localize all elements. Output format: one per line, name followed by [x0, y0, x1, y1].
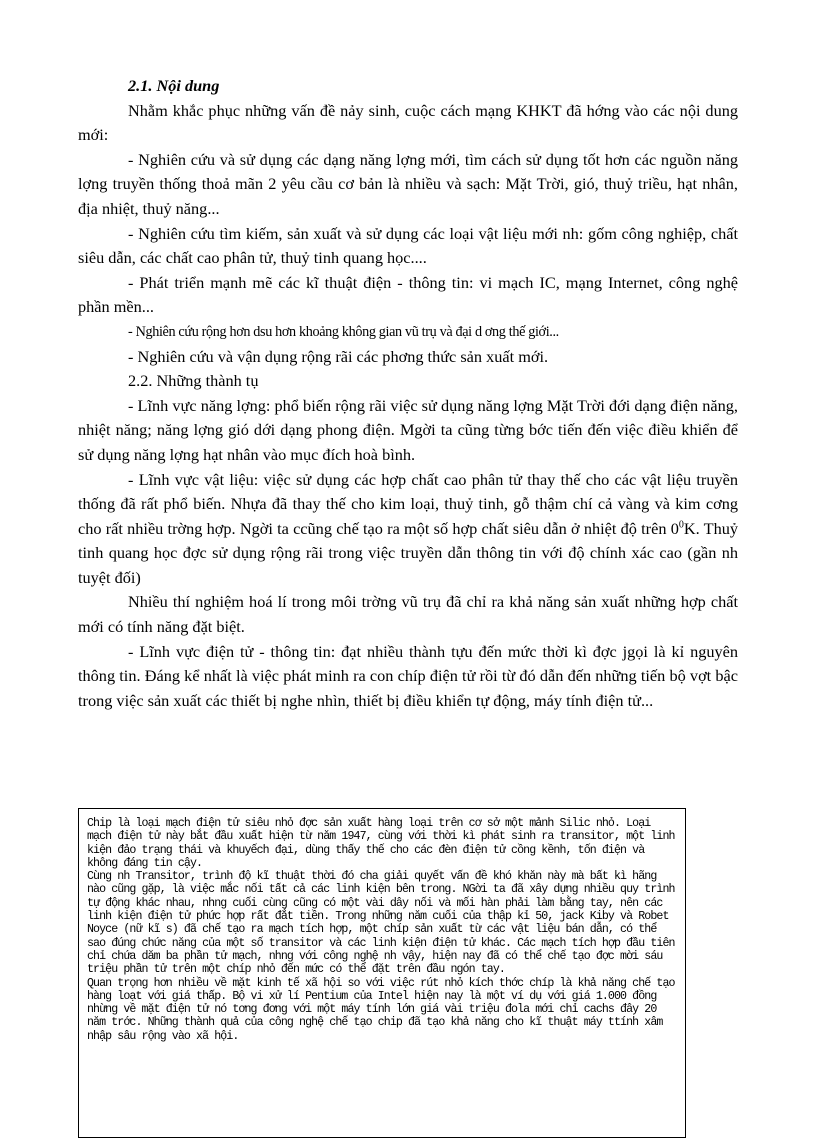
achievement-materials-part1: - Lĩnh vực vật liệu: việc sử dụng các hợp chất cao phân tử thay thế cho các vật liệu truyền thống đã rất phổ biến. Nhựa đã thay thế cho kim loại, thuỷ tinh, gỗ thậm chí cả vàng và kim cơng cho rất nhiều trờng hợp. Ngời ta ccũng chế tạo ra một số hợp chất siêu dẫn ở nhiệt độ trên 0 — [78, 469, 738, 538]
chip-info-box — [78, 808, 686, 1138]
bullet-space-ocean-research: - Nghiên cứu rộng hơn dsu hơn khoảng không gian vũ trụ và đại d ơng thế giới... — [128, 323, 559, 340]
space-experiments-paragraph: Nhiều thí nghiệm hoá lí trong môi trờng vũ trụ đã chỉ ra khả năng sản xuất những hợp chất mới có tính năng đặt biệt. — [78, 592, 738, 637]
subsection-heading: 2.2. Những thành tụ — [128, 371, 259, 391]
degree-superscript: 0 — [678, 519, 684, 531]
achievement-materials — [78, 468, 738, 591]
achievement-electronics: - Lĩnh vực điện tử - thông tin: đạt nhiều thành tựu đến mức thời kì đợc jgọi là kỉ nguyên thông tin. Đáng kể nhất là việc phát minh ra con chíp điện tử rồi từ đó dẫn đến những tiến bộ vợt bậc trong việc sản xuất các thiết bị nghe nhìn, thiết bị điều khiển tự động, máy tính điện tử... — [78, 641, 738, 710]
achievement-materials-part2: K. Thuỷ tinh quang học đợc sử dụng rộng rãi trong việc truyền dẫn thông tin với độ chính xác cao (gần nh tuyệt đối) — [78, 518, 738, 587]
section-heading: 2.1. Nội dung — [128, 76, 220, 95]
box-paragraph-integrated-circuit: Cùng nh Transitor, trình độ kĩ thuật thời đó cha giải quyết vấn đề khó khăn này mà bất kì hãng nào cũng gặp, là việc mắc nối tất cả các linh kiện bên trong. NGời ta đã xây dựng nhiều quy trình tự động khác nhau, nhng cuối cùng cũng có một vài dây nối và mối hàn phải làm bằng tay, nên các linh kiện điện tử phức hợp rất đắt tiền. Trong những năm cuối của thập kỉ 50, jack Kiby và Robet Noyce (nữ kĩ s) đã chế tạo ra mạch tích hợp, một chíp sản xuất từ các vật liệu bán dẫn, có thể sao đúng chức năng của một số transitor và các linh kiện điện tử khác. Các mạch tích hợp đầu tiên chỉ chứa dăm ba phần tử mạch, nhng với công nghệ nh vậy, hiện nay đã có thể chế tạo đợc mời sáu triệu phần tử trên một chíp nhỏ đến mức có thể đặt trên đầu ngón tay. — [87, 870, 675, 977]
bullet-energy-research: - Nghiên cứu và sử dụng các dạng năng lợng mới, tìm cách sử dụng tốt hơn các nguồn năng lợng truyền thống thoả mãn 2 yêu cầu cơ bản là nhiều và sạch: Mặt Trời, gió, thuỷ triều, hạt nhân, địa nhiệt, thuỷ năng... — [78, 149, 738, 218]
intro-paragraph: Nhằm khắc phục những vấn đề nảy sinh, cuộc cách mạng KHKT đã hớng vào các nội dung mới: — [78, 100, 738, 145]
box-paragraph-economics: Quan trọng hơn nhiều về mặt kinh tế xã hội so với việc rút nhỏ kích thớc chíp là khả năng chế tạo hàng loạt với giá thấp. Bộ vi xử lí Pentium của Intel hiện nay là một ví dụ với giá 1.000 đồng nhừng về mặt điện tử nó tơng đơng với một máy tính lớn giá vài triệu đola mới chỉ cachs đây 20 năm trớc. Những thành quả của công nghệ chế tạo chip đã tạo khả năng cho kĩ thuật máy ttính xâm nhập sâu rộng vào xã hội. — [87, 976, 675, 1043]
box-paragraph-chip-intro: Chip là loại mạch điện tử siêu nhỏ đợc sản xuất hàng loại trên cơ sở một mảnh Silic nhỏ. Loại mạch điện tử này bắt đầu xuất hiện từ năm 1947, cùng với thời kì phát sinh ra transitor, một linh kiện đảo trạng thái và khuyếch đại, dùng thấy thế cho các đèn điện tử cồng kềnh, tốn điện và không đáng tin cậy. — [87, 817, 675, 870]
achievement-energy: - Lĩnh vực năng lợng: phổ biến rộng rãi việc sử dụng năng lợng Mặt Trời đới dạng điện năng, nhiệt năng; năng lợng gió dới dạng phong điện. Mgời ta cũng từng bớc tiến đến việc điều khiển để sử dụng năng lợng hạt nhân vào mục đích hoà bình. — [78, 395, 738, 464]
bullet-materials-research: - Nghiên cứu tìm kiếm, sản xuất và sử dụng các loại vật liệu mới nh: gốm công nghiệp, chất siêu dẫn, các chất cao phân tử, thuỷ tinh quang học.... — [78, 223, 738, 268]
bullet-production-methods: - Nghiên cứu và vận dụng rộng rãi các phơng thức sản xuất mới. — [128, 346, 549, 366]
main-text-section — [78, 74, 738, 713]
bullet-electronics-development: - Phát triển mạnh mẽ các kĩ thuật điện - thông tin: vi mạch IC, mạng Internet, công nghệ phần mền... — [78, 272, 738, 317]
